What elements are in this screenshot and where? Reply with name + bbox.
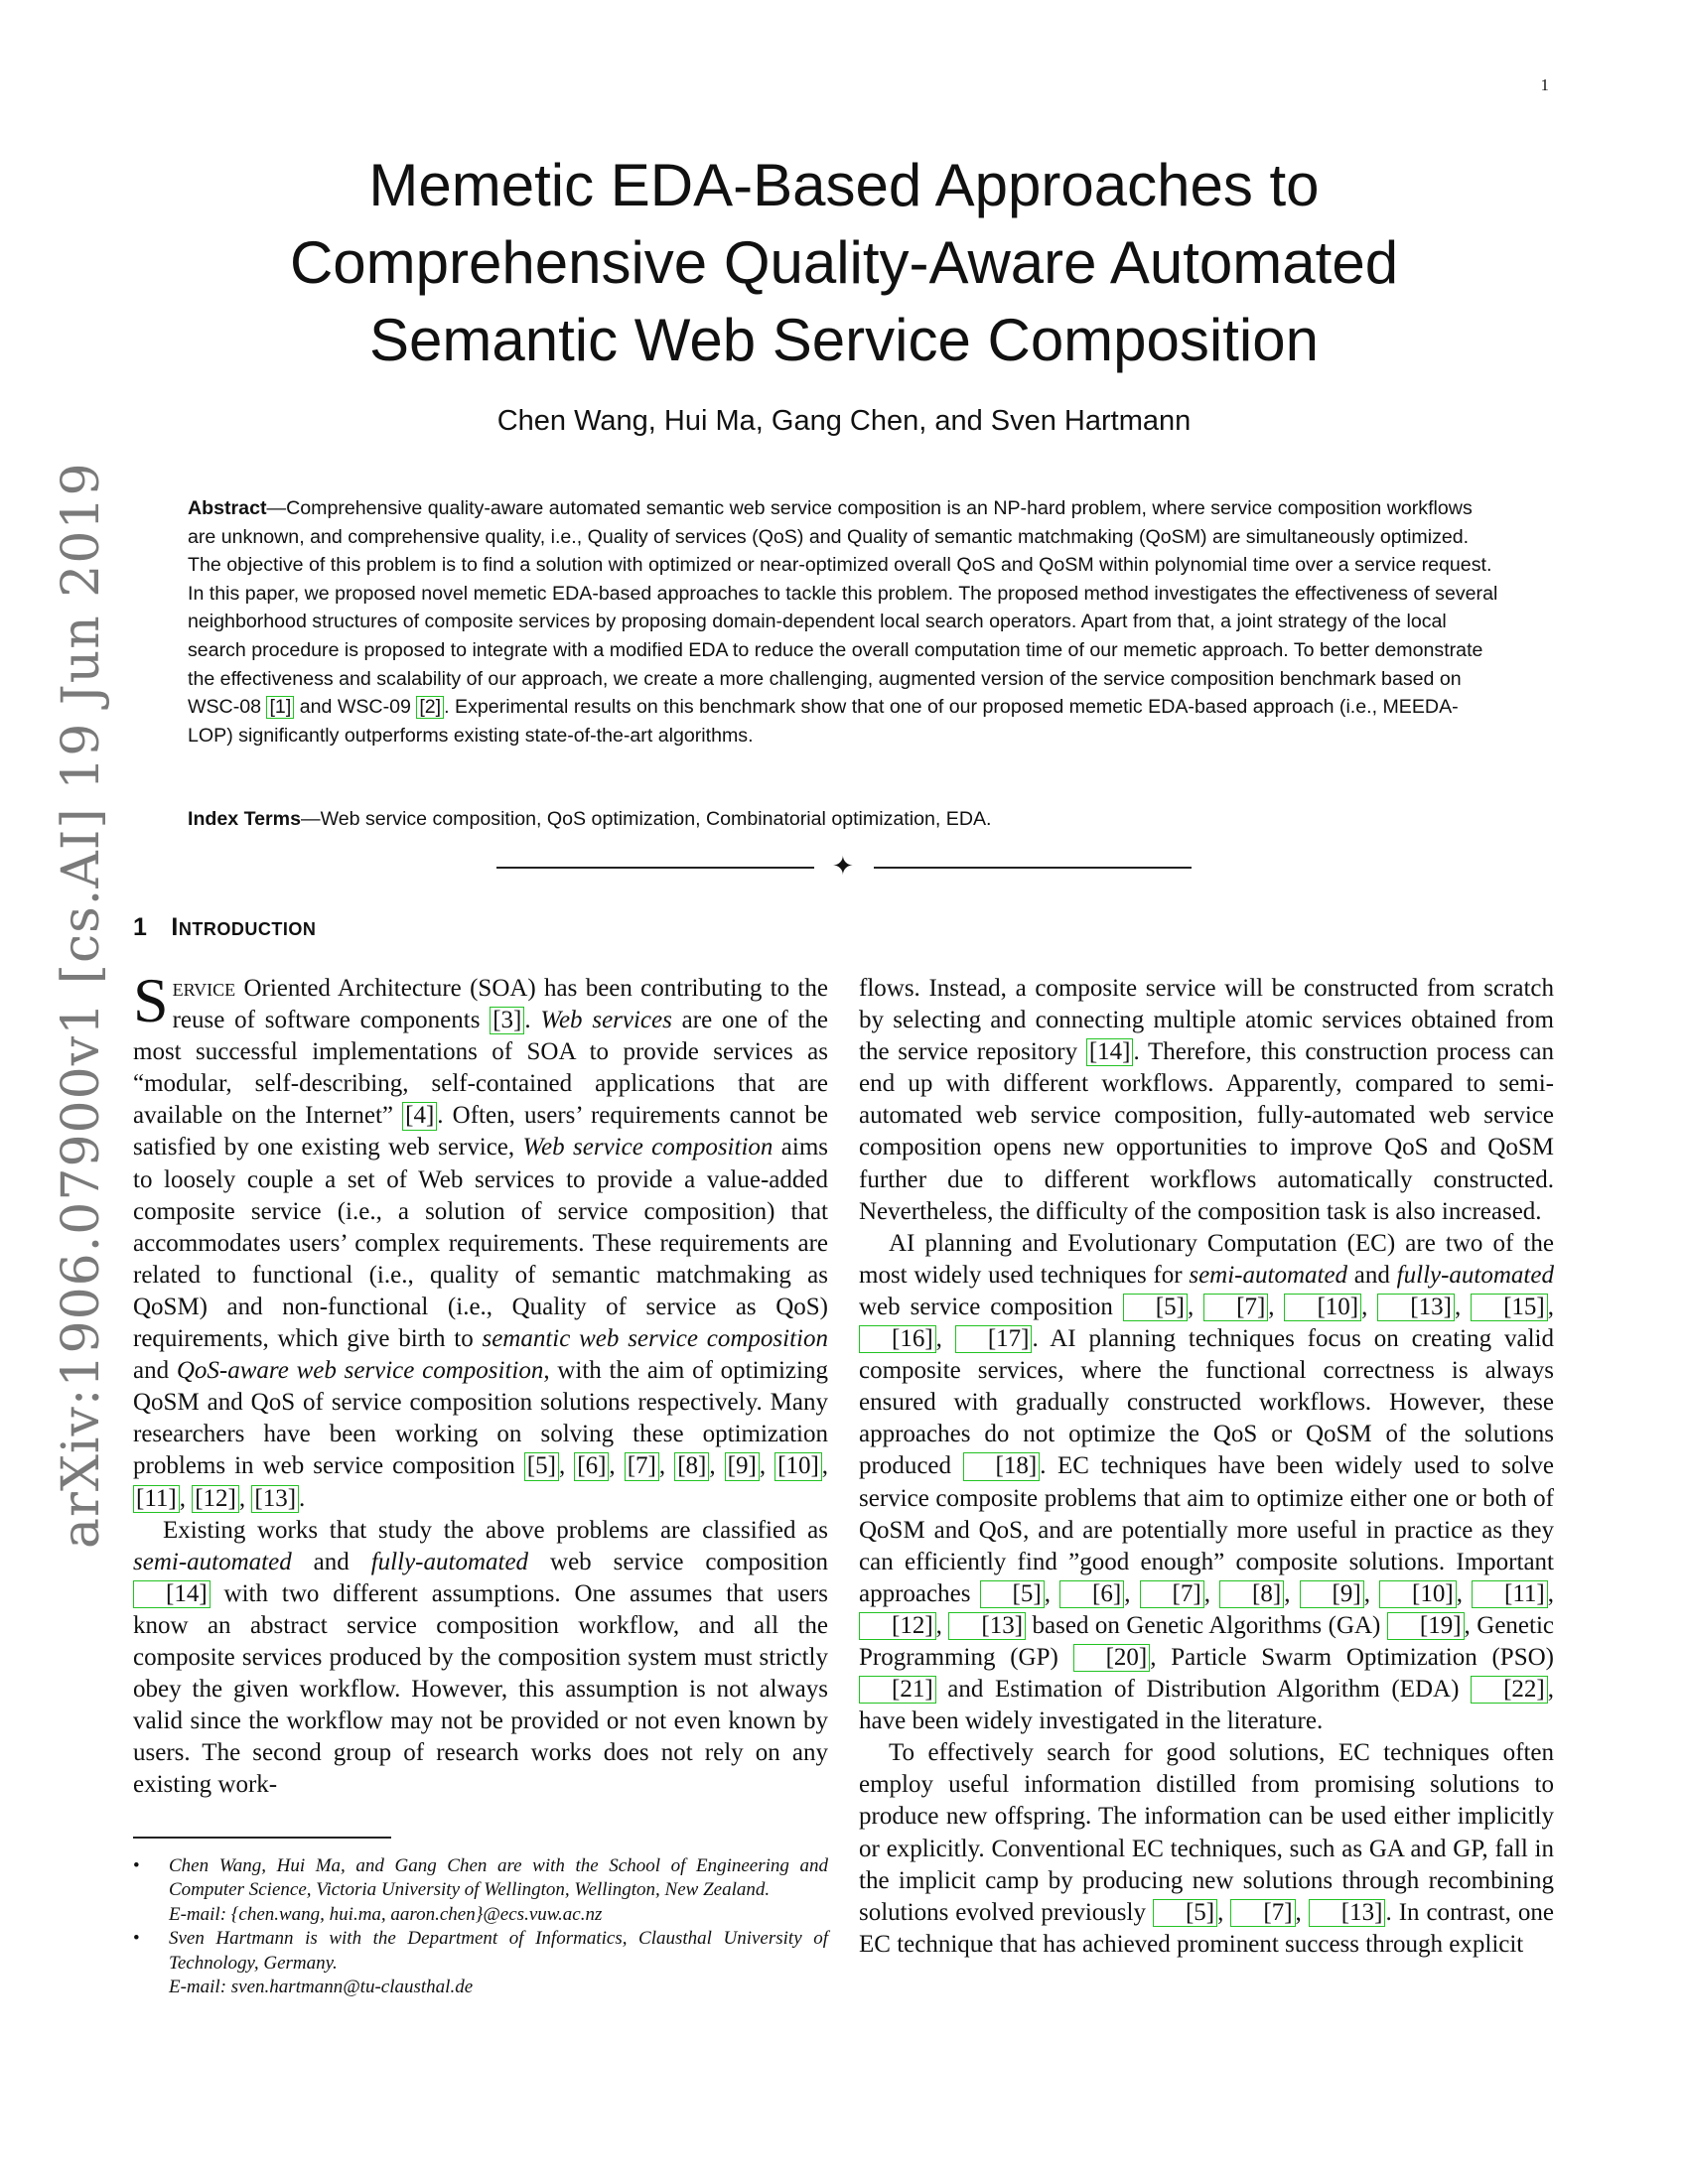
body-text: and	[291, 1548, 371, 1575]
citation-link[interactable]: [18]	[963, 1452, 1041, 1480]
citation-link[interactable]: [21]	[859, 1676, 936, 1704]
citation-link[interactable]: [13]	[251, 1485, 299, 1513]
body-text: . Often, users’ requirements cannot be satisfied by one existing web service,	[133, 1102, 828, 1161]
citation-list: [5] , [7] , [13]	[1153, 1899, 1385, 1926]
citation-link[interactable]: [7]	[1203, 1294, 1268, 1321]
body-text: , Genetic Programming (GP)	[859, 1611, 1554, 1671]
divider-rule	[496, 867, 814, 869]
citation-link[interactable]: [5]	[1123, 1294, 1188, 1321]
citation-link[interactable]: [8]	[1219, 1580, 1284, 1608]
index-terms-label: Index Terms	[188, 808, 301, 830]
body-text: , Particle Swarm Optimization (PSO)	[1150, 1643, 1554, 1671]
citation-link[interactable]: [14]	[1086, 1038, 1134, 1066]
citation-link[interactable]: [19]	[1387, 1612, 1465, 1640]
emphasis: QoS-aware web service composition	[176, 1357, 544, 1385]
citation-link[interactable]: [13]	[948, 1612, 1026, 1640]
body-text: Oriented Architecture (SOA) has been contributing to the reuse of software components	[172, 975, 828, 1034]
citation-link[interactable]: [15]	[1471, 1294, 1548, 1321]
abstract-label: Abstract	[188, 497, 267, 519]
emphasis: fully-automated	[1396, 1261, 1554, 1289]
citation-list: [5] , [7] , [10] , [13] , [15] , [16] , [17]	[859, 1294, 1554, 1352]
page-number: 1	[1540, 75, 1549, 94]
paper-title: Memetic EDA-Based Approaches to Comprehensive Quality-Aware Automated Semantic Web Service Composition	[289, 152, 1399, 373]
emphasis: fully-automated	[370, 1548, 529, 1575]
citation-link[interactable]: [4]	[402, 1102, 437, 1130]
divider-rule	[874, 867, 1192, 869]
citation-link[interactable]: [11]	[133, 1485, 180, 1513]
body-text: with two different assumptions. One assumes that users know an abstract service composition workflow, and all the composite services produced by the composition system must strictly obey the given workflow. However, this assumption is not always valid since the workflow may not be provided or not even known by users. The second group of research works does not rely on any existing work-	[133, 1579, 828, 1799]
body-text: and	[1347, 1261, 1397, 1289]
citation-link[interactable]: [6]	[1059, 1580, 1124, 1608]
section-title: Introduction	[171, 913, 317, 941]
citation-link[interactable]: [17]	[955, 1325, 1033, 1353]
citation-link[interactable]: [7]	[1140, 1580, 1204, 1608]
citation-link[interactable]: [10]	[1379, 1580, 1457, 1608]
citation-link[interactable]: [9]	[725, 1452, 760, 1480]
citation-link[interactable]: [10]	[774, 1452, 822, 1480]
right-column	[859, 973, 1554, 1961]
citation-link[interactable]: [13]	[1377, 1294, 1455, 1321]
citation-link[interactable]: [5]	[524, 1452, 559, 1480]
arxiv-stamp: arXiv:1906.07900v1 [cs.AI] 19 Jun 2019	[52, 462, 111, 1549]
footnote-affiliation: • Sven Hartmann is with the Department of Informatics, Clausthal University of Technology, Germany.	[169, 1928, 828, 1974]
emphasis: Web service composition	[522, 1134, 774, 1161]
emphasis: semi-automated	[133, 1548, 292, 1575]
paragraph	[859, 1228, 1554, 1738]
citation-link[interactable]: [12]	[859, 1612, 936, 1640]
footnote-affiliation: • Chen Wang, Hui Ma, and Gang Chen are with the School of Engineering and Computer Science, Victoria University of Wellington, Wellington, New Zealand.	[169, 1855, 828, 1901]
body-text: , with the aim of optimizing QoSM and QoS of service composition solutions respectively. Many researchers have been working on solving these optimization problems in web service composition	[133, 1357, 828, 1480]
citation-link[interactable]: [7]	[1230, 1899, 1295, 1927]
body-text: . In contrast, one EC technique that has achieved prominent success through explicit	[859, 1898, 1555, 1958]
abstract-text: . Experimental results on this benchmark show that one of our proposed memetic EDA-based approach (i.e., MEEDA-LOP) significantly outperforms existing state-of-the-art algorithms.	[188, 696, 1459, 747]
diamond-icon: ✦	[832, 852, 854, 882]
citation-list: [5] , [6] , [7] , [8] , [9] , [10] , [11] , [12] , [13]	[133, 1452, 828, 1511]
citation-link[interactable]: [9]	[1300, 1580, 1364, 1608]
citation-link[interactable]: [16]	[859, 1325, 936, 1353]
body-text: and	[133, 1357, 177, 1385]
citation-link[interactable]: [20]	[1073, 1644, 1151, 1672]
citation-link[interactable]: [22]	[1471, 1676, 1548, 1704]
emphasis: Web services	[540, 1007, 672, 1034]
index-terms-text: —Web service composition, QoS optimization, Combinatorial optimization, EDA.	[300, 808, 992, 830]
abstract-text: —Comprehensive quality-aware automated semantic web service composition is an NP-hard problem, where service composition workflows are unknown, and comprehensive quality, i.e., Quality of services (QoS) and Quality of semantic matchmaking (QoSM) are simultaneously optimized. The objective of this problem is to find a solution with optimized or near-optimized overall QoS and QoSM within polynomial time over a service request. In this paper, we proposed novel memetic EDA-based approaches to tackle this problem. The proposed method investigates the effectiveness of several neighborhood structures of composite services by proposing domain-dependent local search operators. Apart from that, a joint strategy of the local search procedure is proposed to integrate with a modified EDA to reduce the overall computation time of our memetic approach. To better demonstrate the effectiveness and scalability of our approach, we create a more challenging, augmented version of the service composition benchmark based on WSC-08	[188, 497, 1498, 719]
smallcaps-text: ervice	[172, 975, 236, 1002]
citation-link[interactable]: [10]	[1284, 1294, 1361, 1321]
citation-link[interactable]: [12]	[192, 1485, 239, 1513]
footnote-email: E-mail: {chen.wang, hui.ma, aaron.chen}@ecs.vuw.ac.nz	[169, 1903, 603, 1925]
index-terms	[188, 808, 1501, 831]
drop-cap: S	[133, 965, 169, 1035]
body-text: . AI planning techniques focus on creating valid composite services, where the functional correctness is always ensured with gradually constructed workflows. However, these approaches do not optimize the QoS or QoSM of the solutions produced	[859, 1325, 1555, 1480]
body-text: are one of the most successful implementations of SOA to provide services as “modular, self-describing, self-contained applications that are available on the Internet”	[133, 1007, 828, 1130]
body-text: .	[524, 1007, 541, 1034]
abstract-text: and WSC-09	[294, 696, 417, 719]
section-divider	[496, 852, 1192, 882]
paragraph	[133, 965, 829, 1515]
body-text: based on Genetic Algorithms (GA)	[1026, 1611, 1387, 1639]
citation-link[interactable]: [6]	[574, 1452, 609, 1480]
body-text: , have been widely investigated in the literature.	[859, 1676, 1554, 1735]
citation-link[interactable]: [5]	[980, 1580, 1045, 1608]
body-text: .	[299, 1484, 306, 1512]
body-text: AI planning and Evolutionary Computation (EC) are two of the most widely used techniques for	[859, 1229, 1554, 1289]
citation-link[interactable]: [2]	[416, 696, 444, 719]
citation-link[interactable]: [14]	[133, 1580, 211, 1608]
body-text: and Estimation of Distribution Algorithm (EDA)	[935, 1676, 1472, 1704]
body-text: . Therefore, this construction process can end up with different workflows. Apparently, compared to semi-automated web service composition, fully-automated web service composition opens new opportunities to improve QoS and QoSM further due to different workflows automatically constructed. Nevertheless, the difficulty of the composition task is also increased.	[859, 1038, 1554, 1225]
emphasis: semi-automated	[1189, 1261, 1348, 1289]
citation-link[interactable]: [8]	[674, 1452, 709, 1480]
citation-link[interactable]: [3]	[490, 1007, 524, 1034]
citation-link[interactable]: [11]	[1472, 1580, 1548, 1608]
section-number: 1	[133, 913, 148, 941]
footnotes	[133, 1854, 828, 1999]
body-text: aims to loosely couple a set of Web services to provide a value-added composite service (i.e., a solution of service composition) that accommodates users’ complex requirements. These requirements are related to functional (i.e., quality of semantic matchmaking as QoSM) and non-functional (i.e., Quality of service as QoS) requirements, which give birth to	[133, 1134, 828, 1353]
footnote-email: E-mail: sven.hartmann@tu-clausthal.de	[169, 1977, 474, 1998]
citation-link[interactable]: [1]	[266, 696, 294, 719]
left-column	[133, 965, 829, 1801]
author-list: Chen Wang, Hui Ma, Gang Chen, and Sven Hartmann	[496, 405, 1192, 437]
paragraph	[859, 1737, 1554, 1961]
body-text: flows. Instead, a composite service will be constructed from scratch by selecting and connecting multiple atomic services obtained from the service repository	[859, 975, 1554, 1066]
citation-link[interactable]: [13]	[1309, 1899, 1386, 1927]
body-text: web service composition	[528, 1548, 828, 1575]
citation-list: [5] , [6] , [7] , [8] , [9] , [10] , [11] , [12] , [13]	[859, 1580, 1554, 1639]
abstract	[188, 494, 1501, 750]
footnote-rule	[133, 1837, 391, 1839]
section-heading	[133, 913, 316, 942]
body-text: To effectively search for good solutions, EC techniques often employ useful information distilled from promising solutions to produce new offspring. The information can be used either implicitly or explicitly. Conventional EC techniques, such as GA and GP, fall in the implicit camp by producing new solutions through recombining solutions evolved previously	[859, 1739, 1554, 1926]
body-text: . EC techniques have been widely used to solve service composite problems that aim to optimize either one or both of QoSM and QoS, and are potentially more useful in practice as they can efficiently find ”good enough” composite solutions. Important approaches	[859, 1452, 1554, 1607]
citation-link[interactable]: [7]	[625, 1452, 659, 1480]
emphasis: semantic web service composition	[482, 1325, 828, 1353]
footnote-item	[133, 1927, 828, 1999]
paragraph	[859, 973, 1554, 1228]
paragraph	[133, 1515, 828, 1802]
footnote-item	[133, 1854, 828, 1927]
citation-link[interactable]: [5]	[1153, 1899, 1217, 1927]
body-text: web service composition	[859, 1293, 1123, 1320]
body-text: Existing works that study the above problems are classified as	[163, 1516, 828, 1544]
